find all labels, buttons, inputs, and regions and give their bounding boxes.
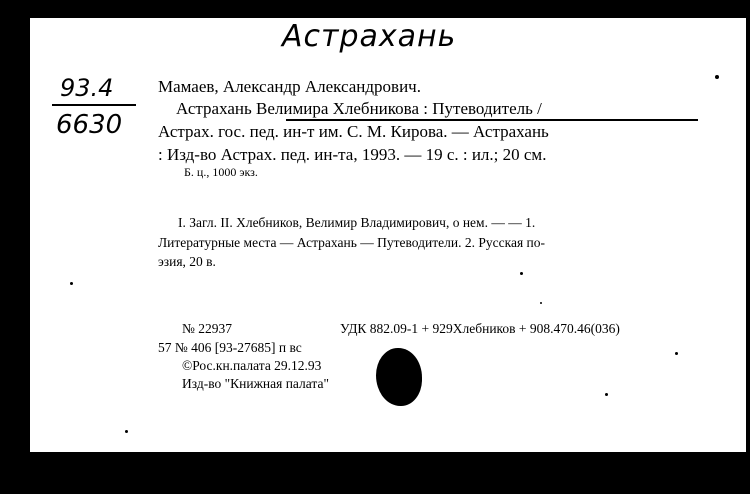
card-bottom-edge [0, 452, 750, 494]
scan-speck [715, 75, 719, 79]
title-underline [286, 119, 698, 121]
author-heading: Мамаев, Александр Александрович. [158, 77, 421, 96]
price-line: Б. ц., 1000 экз. [184, 165, 258, 179]
handwritten-shelf-bottom: 6630 [56, 110, 123, 140]
scan-speck [675, 352, 678, 355]
scan-speck [605, 393, 608, 396]
subjects-line-2: Литературные места — Астрахань — Путеводители. 2. Русская по- [158, 235, 545, 250]
registration-number: № 22937 [182, 321, 233, 336]
publisher-line: Изд-во "Книжная палата" [182, 376, 329, 391]
shelf-divider [52, 104, 136, 106]
scan-speck [540, 302, 542, 304]
scan-speck [70, 282, 73, 285]
title-line: Астрахань Велимира Хлебникова : Путеводитель / [176, 99, 542, 118]
udk-classification: УДК 882.09-1 + 929Хлебников + 908.470.46(036) [340, 321, 620, 336]
ink-blot [376, 348, 422, 406]
handwritten-title: Астрахань [282, 19, 457, 54]
order-number: 57 № 406 [93-27685] п вс [158, 340, 302, 355]
scan-speck [125, 430, 128, 433]
subjects-line-1: I. Загл. II. Хлебников, Велимир Владимирович, о нем. — — 1. [178, 215, 536, 230]
responsibility-line: Астрах. гос. пед. ин-т им. С. М. Кирова. — Астрахань [158, 122, 549, 141]
scan-speck [520, 272, 523, 275]
handwritten-shelf-top: 93.4 [60, 74, 114, 102]
publication-line: : Изд-во Астрах. пед. ин-та, 1993. — 19 с. : ил.; 20 см. [158, 145, 547, 164]
subjects-line-3: эзия, 20 в. [158, 254, 216, 269]
copyright-line: ©Рос.кн.палата 29.12.93 [182, 358, 322, 373]
